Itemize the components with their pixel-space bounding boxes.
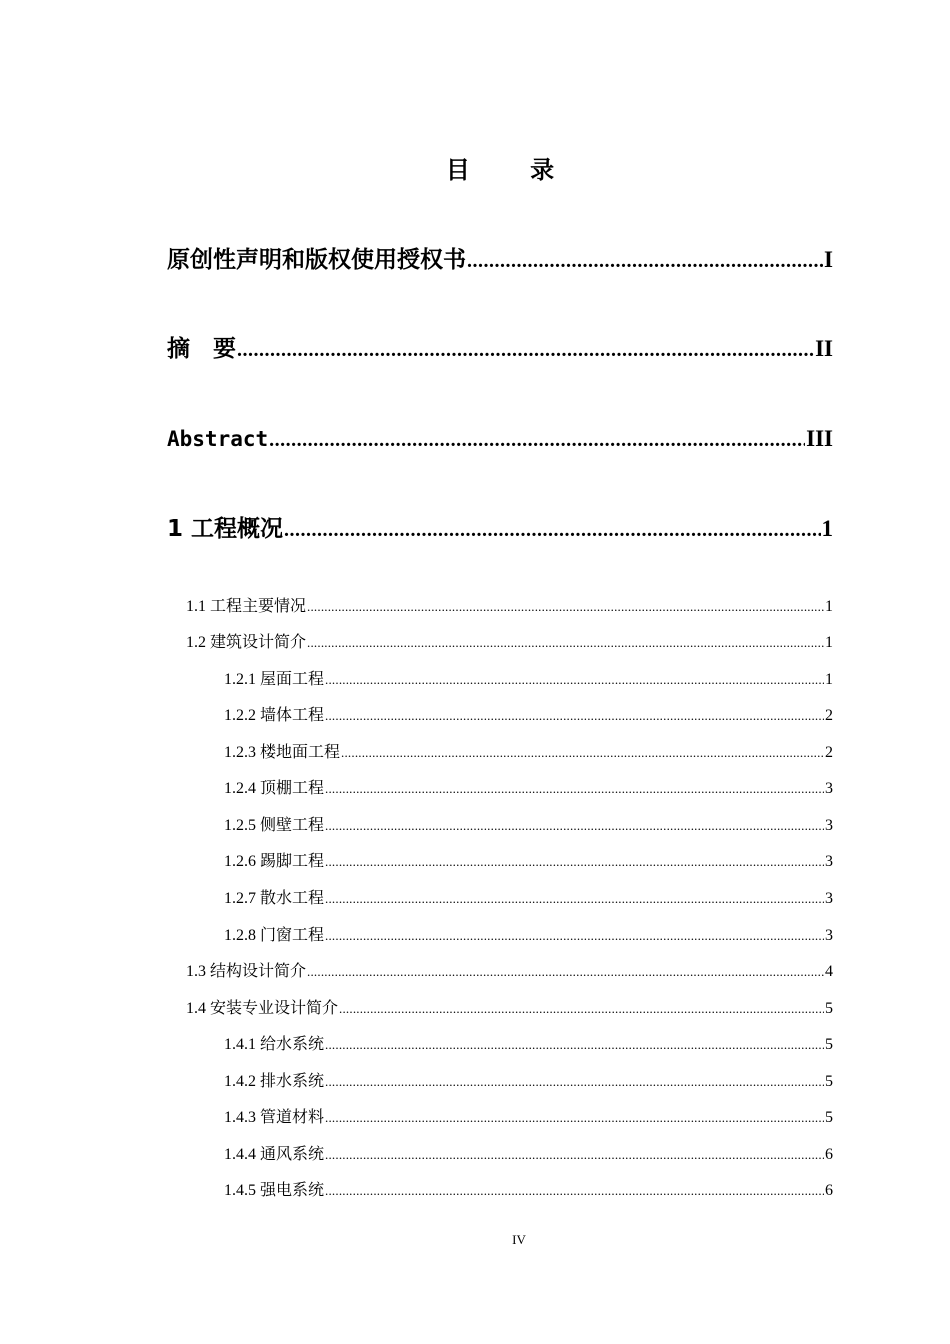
toc-entry-label: 1.4.4 通风系统 (224, 1146, 325, 1163)
toc-entry-page: 5 (825, 1073, 833, 1090)
toc-entry-page: 1 (825, 598, 833, 615)
dot-leader (339, 997, 824, 1021)
toc-entry-page: 4 (825, 963, 833, 980)
toc-entry-1-4[interactable] (186, 997, 833, 1021)
toc-entry-1-3[interactable] (186, 960, 833, 984)
toc-entry-label: 1.3 结构设计简介 (186, 963, 307, 980)
toc-entry-label: 1.4.1 给水系统 (224, 1036, 325, 1053)
toc-entry-label: 1.2 建筑设计简介 (186, 634, 307, 651)
toc-entry-page: II (815, 336, 833, 361)
toc-entry-1-2-5[interactable] (224, 814, 833, 838)
toc-entry-page: III (806, 426, 833, 451)
dot-leader (284, 513, 820, 547)
dot-leader (325, 704, 824, 728)
toc-entry-1-4-2[interactable] (224, 1070, 833, 1094)
toc-entry-label: 1 工程概况 (167, 516, 284, 542)
toc-entry-1-4-5[interactable] (224, 1179, 833, 1203)
toc-entry-label: 1.1 工程主要情况 (186, 598, 307, 615)
toc-entry-label: 1.2.3 楼地面工程 (224, 744, 341, 761)
toc-entry-label: Abstract (167, 427, 269, 451)
dot-leader (325, 924, 824, 948)
dot-leader (325, 814, 824, 838)
toc-entry-label: 1.4.2 排水系统 (224, 1073, 325, 1090)
toc-entry-chapter-1[interactable] (167, 512, 833, 547)
dot-leader (325, 1143, 824, 1167)
toc-entry-page: 5 (825, 1036, 833, 1053)
page-number-footer (0, 1230, 950, 1250)
toc-entry-1-1[interactable] (186, 595, 833, 619)
toc-entry-1-2-3[interactable] (224, 741, 833, 765)
dot-leader (325, 1070, 824, 1094)
toc-entry-label: 1.2.7 散水工程 (224, 890, 325, 907)
dot-leader (237, 333, 814, 367)
toc-entry-page: 6 (825, 1146, 833, 1163)
toc-entry-label: 1.2.1 屋面工程 (224, 671, 325, 688)
dot-leader (325, 887, 824, 911)
toc-entry-page: 1 (825, 671, 833, 688)
dot-leader (325, 1033, 824, 1057)
toc-entry-page: I (824, 247, 833, 272)
dot-leader (325, 777, 824, 801)
toc-entry-1-2-2[interactable] (224, 704, 833, 728)
toc-entry-label: 摘 要 (167, 336, 236, 362)
dot-leader (307, 631, 824, 655)
toc-entry-label: 1.4 安装专业设计简介 (186, 1000, 339, 1017)
toc-entry-label: 1.2.4 顶棚工程 (224, 780, 325, 797)
toc-entry-page: 3 (825, 817, 833, 834)
toc-entry-abstract-en[interactable] (167, 422, 833, 457)
dot-leader (325, 668, 824, 692)
dot-leader (325, 1179, 824, 1203)
toc-entry-1-2-8[interactable] (224, 924, 833, 948)
toc-title: 目 录 (445, 156, 581, 184)
footer-page-number: IV (512, 1232, 526, 1247)
toc-entry-page: 3 (825, 780, 833, 797)
toc-entry-label: 1.4.3 管道材料 (224, 1109, 325, 1126)
toc-entry-1-2-4[interactable] (224, 777, 833, 801)
toc-entry-1-4-4[interactable] (224, 1143, 833, 1167)
dot-leader (467, 244, 823, 278)
toc-entry-page: 3 (825, 853, 833, 870)
dot-leader (307, 595, 824, 619)
toc-entry-label: 1.2.8 门窗工程 (224, 927, 325, 944)
toc-entry-1-2-1[interactable] (224, 668, 833, 692)
toc-entry-page: 3 (825, 890, 833, 907)
toc-entry-page: 2 (825, 707, 833, 724)
toc-entry-1-2-6[interactable] (224, 850, 833, 874)
toc-entry-1-2[interactable] (186, 631, 833, 655)
toc-entry-page: 5 (825, 1000, 833, 1017)
toc-entry-page: 1 (825, 634, 833, 651)
toc-entry-page: 1 (821, 516, 833, 541)
toc-entry-1-4-1[interactable] (224, 1033, 833, 1057)
dot-leader (269, 423, 805, 457)
toc-entry-label: 1.2.6 踢脚工程 (224, 853, 325, 870)
toc-entry-label: 1.2.5 侧壁工程 (224, 817, 325, 834)
toc-entry-page: 5 (825, 1109, 833, 1126)
toc-entry-page: 2 (825, 744, 833, 761)
toc-entry-abstract-cn[interactable] (167, 332, 833, 367)
dot-leader (325, 1106, 824, 1130)
toc-entry-1-4-3[interactable] (224, 1106, 833, 1130)
toc-entry-page: 3 (825, 927, 833, 944)
dot-leader (341, 741, 824, 765)
toc-entry-label: 原创性声明和版权使用授权书 (167, 247, 466, 273)
toc-entry-label: 1.2.2 墙体工程 (224, 707, 325, 724)
dot-leader (307, 960, 824, 984)
dot-leader (325, 850, 824, 874)
toc-entry-label: 1.4.5 强电系统 (224, 1182, 325, 1199)
toc-entry-declaration[interactable] (167, 243, 833, 278)
toc-entry-1-2-7[interactable] (224, 887, 833, 911)
toc-entry-page: 6 (825, 1182, 833, 1199)
